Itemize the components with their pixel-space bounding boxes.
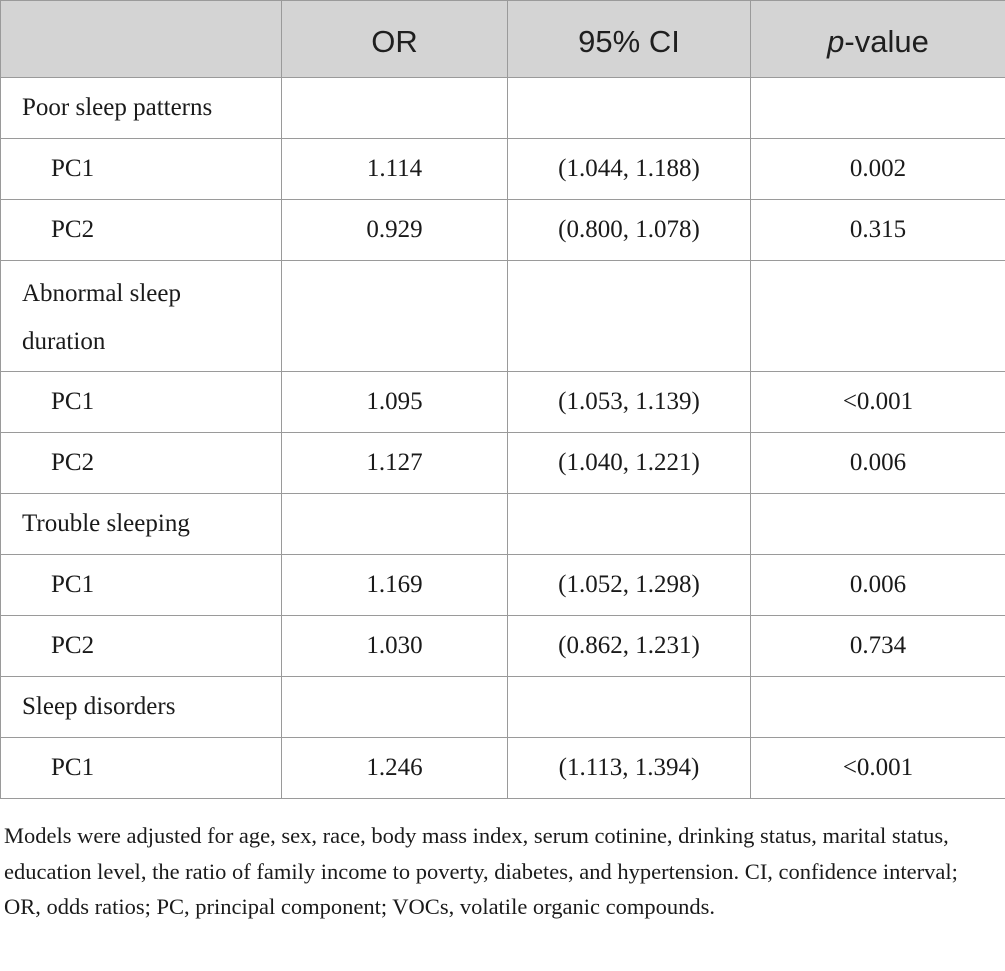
table-row bbox=[1, 555, 1005, 616]
table-row bbox=[1, 433, 1005, 494]
table-header bbox=[1, 1, 1005, 78]
section-label-line1: Abnormal sleep bbox=[22, 279, 181, 307]
empty-cell bbox=[508, 494, 751, 555]
header-p-italic: p bbox=[827, 24, 845, 59]
section-row-trouble-sleeping bbox=[1, 494, 1005, 555]
row-label: PC1 bbox=[1, 555, 282, 616]
or-value: 1.127 bbox=[282, 433, 508, 494]
p-value: 0.002 bbox=[751, 139, 1005, 200]
empty-cell bbox=[282, 677, 508, 738]
empty-cell bbox=[751, 677, 1005, 738]
row-label: PC1 bbox=[1, 372, 282, 433]
p-value: 0.006 bbox=[751, 555, 1005, 616]
row-label: PC1 bbox=[1, 139, 282, 200]
empty-cell bbox=[508, 677, 751, 738]
header-or: OR bbox=[282, 1, 508, 78]
section-row-sleep-disorders bbox=[1, 677, 1005, 738]
table-row bbox=[1, 738, 1005, 799]
header-row bbox=[1, 1, 1005, 78]
empty-cell bbox=[508, 261, 751, 372]
ci-value: (1.052, 1.298) bbox=[508, 555, 751, 616]
empty-cell bbox=[282, 261, 508, 372]
header-blank-cell bbox=[1, 1, 282, 78]
table-body bbox=[1, 78, 1005, 799]
header-p-value bbox=[751, 1, 1005, 78]
section-label bbox=[1, 261, 282, 372]
table-row bbox=[1, 616, 1005, 677]
empty-cell bbox=[508, 78, 751, 139]
or-value: 0.929 bbox=[282, 200, 508, 261]
table-row bbox=[1, 372, 1005, 433]
ci-value: (1.053, 1.139) bbox=[508, 372, 751, 433]
ci-value: (1.113, 1.394) bbox=[508, 738, 751, 799]
ci-value: (1.044, 1.188) bbox=[508, 139, 751, 200]
table-row bbox=[1, 200, 1005, 261]
ci-value: (0.800, 1.078) bbox=[508, 200, 751, 261]
empty-cell bbox=[751, 78, 1005, 139]
header-ci: 95% CI bbox=[508, 1, 751, 78]
ci-value: (0.862, 1.231) bbox=[508, 616, 751, 677]
row-label: PC2 bbox=[1, 433, 282, 494]
row-label: PC2 bbox=[1, 200, 282, 261]
p-value: <0.001 bbox=[751, 738, 1005, 799]
header-p-rest: -value bbox=[844, 24, 929, 59]
ci-value: (1.040, 1.221) bbox=[508, 433, 751, 494]
section-label-line2: duration bbox=[22, 327, 106, 355]
p-value: 0.315 bbox=[751, 200, 1005, 261]
empty-cell bbox=[751, 261, 1005, 372]
row-label: PC1 bbox=[1, 738, 282, 799]
section-label: Poor sleep patterns bbox=[1, 78, 282, 139]
or-value: 1.114 bbox=[282, 139, 508, 200]
section-label: Sleep disorders bbox=[1, 677, 282, 738]
empty-cell bbox=[282, 78, 508, 139]
or-value: 1.246 bbox=[282, 738, 508, 799]
empty-cell bbox=[282, 494, 508, 555]
row-label: PC2 bbox=[1, 616, 282, 677]
table-row bbox=[1, 139, 1005, 200]
section-row-abnormal-sleep-duration bbox=[1, 261, 1005, 372]
section-row-poor-sleep-patterns bbox=[1, 78, 1005, 139]
or-value: 1.095 bbox=[282, 372, 508, 433]
or-value: 1.169 bbox=[282, 555, 508, 616]
or-value: 1.030 bbox=[282, 616, 508, 677]
p-value: <0.001 bbox=[751, 372, 1005, 433]
p-value: 0.734 bbox=[751, 616, 1005, 677]
p-value: 0.006 bbox=[751, 433, 1005, 494]
empty-cell bbox=[751, 494, 1005, 555]
section-label: Trouble sleeping bbox=[1, 494, 282, 555]
table-footnote: Models were adjusted for age, sex, race, body mass index, serum cotinine, drinking status, marital status, education level, the ratio of family income to poverty, diabetes, and hypertension. CI, confidence interval; OR, odds ratios; PC, principal component; VOCs, volatile organic compounds. bbox=[4, 823, 958, 919]
